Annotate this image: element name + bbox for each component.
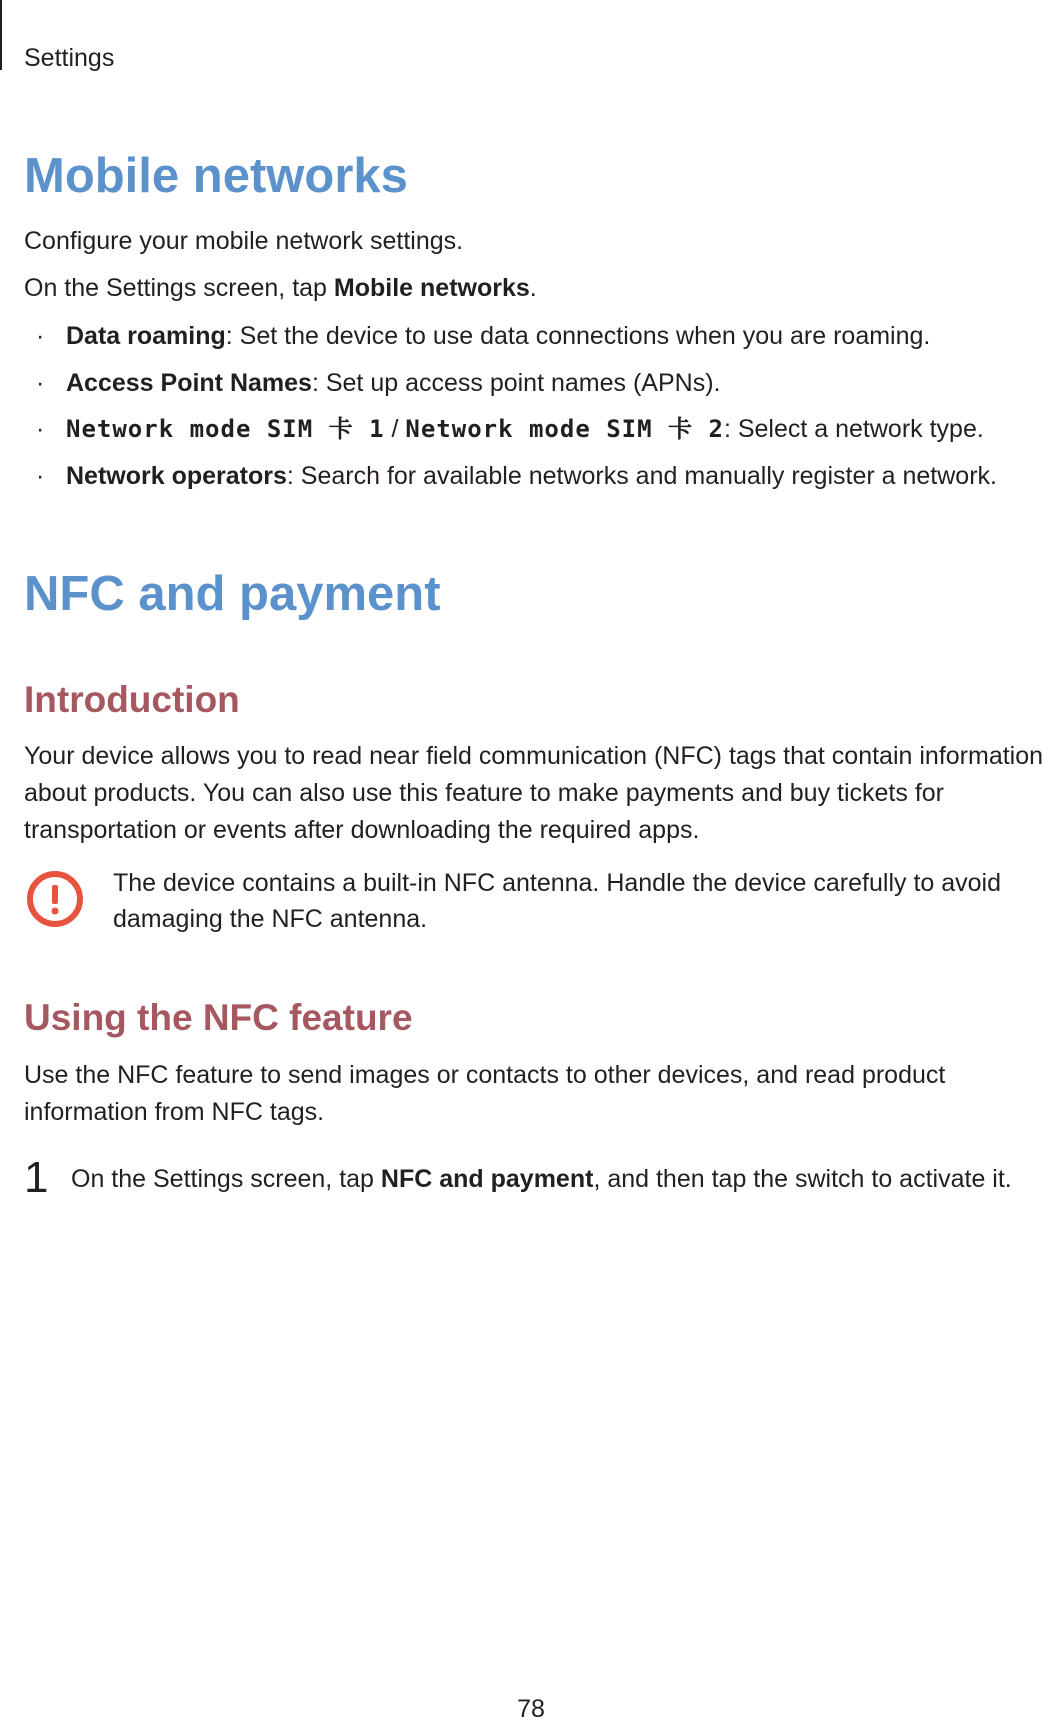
using-nfc-heading: Using the NFC feature [24, 997, 413, 1038]
introduction-heading: Introduction [24, 679, 240, 720]
mobile-networks-menu-ref: Mobile networks [333, 274, 530, 302]
mobile-networks-intro: Configure your mobile network settings. [24, 227, 464, 255]
nfc-title: NFC and payment [24, 567, 441, 621]
warning-icon [26, 870, 84, 928]
introduction-body: Your device allows you to read near field communication (NFC) tags that contain information about products. You can also use this feature to make payments and buy tickets for transportation or events after downloading the required apps. [24, 742, 1044, 844]
running-header: Settings [24, 44, 115, 72]
list-item-network-operators: · Network operators: Search for available networks and manually register a network. [36, 462, 997, 490]
list-item-access-point-names: · Access Point Names: Set up access point names (APNs). [36, 369, 721, 397]
mobile-networks-title: Mobile networks [24, 149, 408, 203]
nfc-warning-note: The device contains a built-in NFC antenna. Handle the device carefully to avoid damaging the NFC antenna. [113, 869, 1002, 933]
page-number: 78 [517, 1695, 545, 1723]
mobile-networks-instruction: On the Settings screen, tap Mobile networks. [24, 274, 537, 302]
using-nfc-body: Use the NFC feature to send images or contacts to other devices, and read product information from NFC tags. [24, 1061, 946, 1126]
step-number: 1 [24, 1153, 49, 1202]
list-item-network-mode: · Network mode SIM 卡 1 / Network mode SIM 卡 2: Select a network type. [36, 415, 984, 443]
step-1-text: On the Settings screen, tap NFC and payment, and then tap the switch to activate it. [71, 1165, 1012, 1193]
nfc-menu-ref: NFC and payment [380, 1165, 594, 1193]
page-edge-rule [0, 0, 2, 70]
list-item-data-roaming: · Data roaming: Set the device to use data connections when you are roaming. [36, 322, 931, 350]
